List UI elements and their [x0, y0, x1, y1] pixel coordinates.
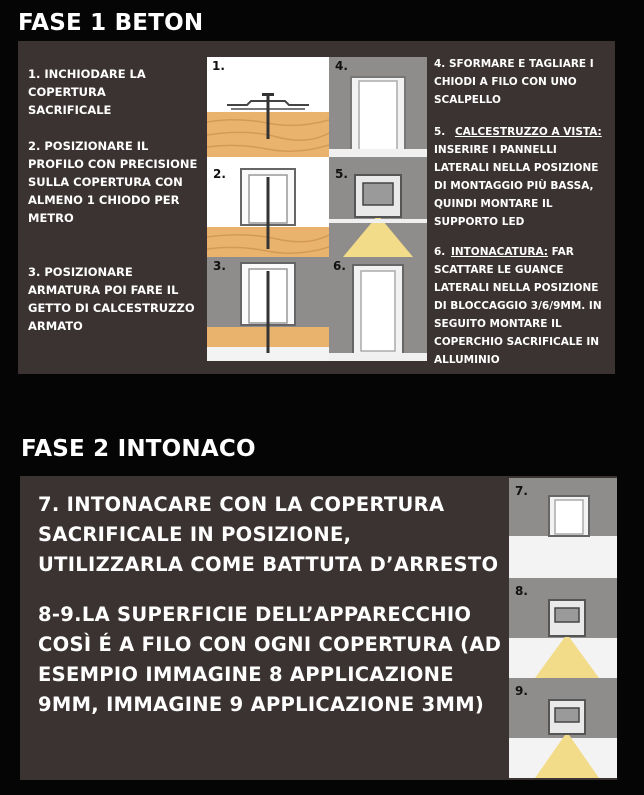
image-number-7: 7. — [515, 484, 528, 498]
step-6-number: 6. — [434, 246, 446, 258]
image-number-3: 3. — [213, 259, 226, 273]
step-2-text: 2. POSIZIONARE IL PROFILO CON PRECISIONE SULLA COPERTURA CON ALMENO 1 CHIODO PER METRO — [28, 139, 198, 225]
phase-1-title: FASE 1 BETON — [18, 10, 204, 36]
phase-2-title: FASE 2 INTONACO — [21, 436, 256, 462]
step-4-text: 4. SFORMARE E TAGLIARE I CHIODI A FILO CON UNO SCALPELLO — [434, 58, 594, 106]
step-3-text: 3. POSIZIONARE ARMATURA POI FARE IL GETTO DI CALCESTRUZZO ARMATO — [28, 265, 195, 333]
diagram-4-remove-formwork — [329, 57, 427, 157]
diagram-9-3mm-application — [509, 678, 617, 778]
step-6-text — [434, 243, 614, 369]
phase-2-step-7-text: 7. INTONACARE CON LA COPERTURA SACRIFICALE IN POSIZIONE, UTILIZZARLA COME BATTUTA D’ARRESTO — [38, 493, 499, 576]
diagram-5-exposed-concrete — [329, 157, 427, 257]
image-number-1: 1. — [212, 59, 225, 73]
image-number-8: 8. — [515, 584, 528, 598]
image-number-5: 5. — [335, 167, 348, 181]
image-number-2: 2. — [213, 167, 226, 181]
phase-2-panel — [20, 476, 617, 780]
image-number-9: 9. — [515, 684, 528, 698]
diagram-8-9mm-application — [509, 578, 617, 678]
diagram-6-plastering — [329, 257, 427, 361]
step-5-text — [434, 123, 614, 231]
phase-1-panel — [18, 41, 615, 374]
diagram-1-nailing-cover — [207, 57, 329, 157]
diagram-7-plastering-with-cover — [509, 478, 617, 578]
step-1-text: 1. INCHIODARE LA COPERTURA SACRIFICALE — [28, 67, 146, 117]
diagram-2-position-profile — [207, 157, 329, 257]
step-5-label: CALCESTRUZZO A VISTA: — [454, 126, 602, 138]
image-number-4: 4. — [335, 59, 348, 73]
phase-2-step-8-9-text: 8-9.LA SUPERFICIE DELL’APPARECCHIO COSÌ É A FILO CON OGNI COPERTURA (AD ESEMPIO IMMAGINE 8 APPLICAZIONE 9MM, IMMAGINE 9 APPLICAZIONE 3MM) — [38, 603, 502, 716]
step-6-label: INTONACATURA: — [450, 246, 548, 258]
step-5-number: 5. — [434, 126, 446, 138]
step-5-body: INSERIRE I PANNELLI LATERALI NELLA POSIZIONE DI MONTAGGIO PIÙ BASSA, QUINDI MONTARE IL SUPPORTO LED — [434, 144, 599, 228]
image-number-6: 6. — [333, 259, 346, 273]
step-6-body: FAR SCATTARE LE GUANCE LATERALI NELLA POSIZIONE DI BLOCCAGGIO 3/6/9MM. IN SEGUITO MONTARE IL COPERCHIO SACRIFICALE IN ALLUMINIO — [434, 246, 602, 366]
diagram-3-pour-concrete — [207, 257, 329, 361]
